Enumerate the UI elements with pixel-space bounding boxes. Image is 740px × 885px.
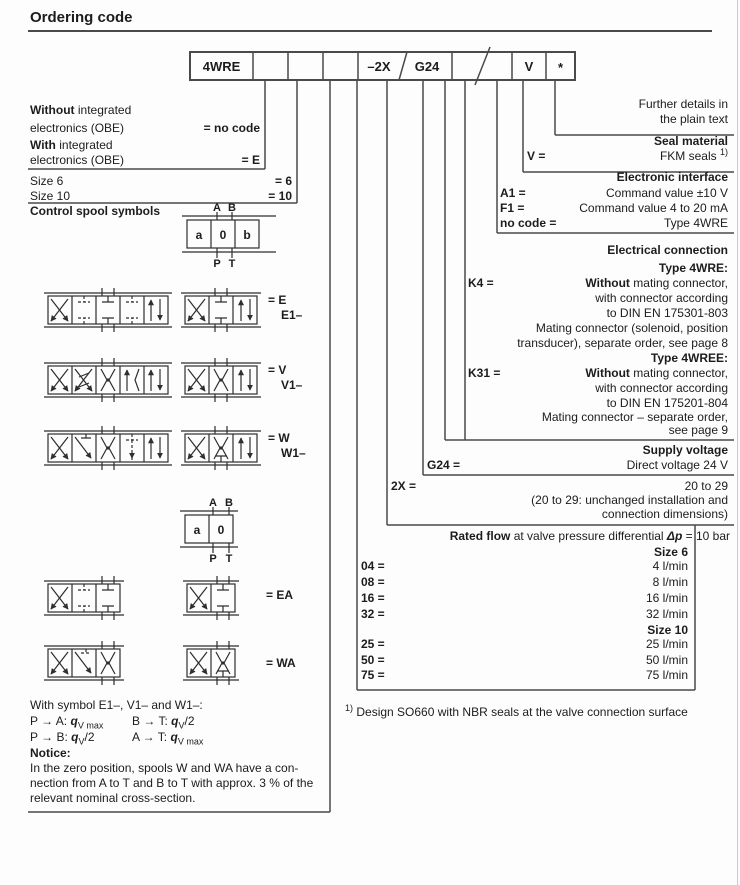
obe-line-1: Without integrated <box>30 103 132 117</box>
svg-text:0: 0 <box>217 523 225 537</box>
flow-key-16: 16 = <box>361 591 385 605</box>
svg-text:A: A <box>213 202 221 214</box>
electrical-k4-line-3: to DIN EN 175301-803 <box>606 306 728 320</box>
spool-heading: Control spool symbols <box>30 204 161 218</box>
page-title: Ordering code <box>30 9 133 26</box>
symbol-note-title: With symbol E1–, V1– and W1–: <box>30 698 203 712</box>
spool-symbol-v-narrow <box>181 358 261 402</box>
spool-code-ea: = EA <box>266 588 294 602</box>
electrical-k4-line-1: Without mating connector, <box>585 276 728 290</box>
interface-key-f1: F1 = <box>500 201 525 215</box>
further-details-line-1: Further details in <box>638 97 728 111</box>
electrical-type-4wre: Type 4WRE: <box>658 261 728 275</box>
spool-symbol-e-wide <box>44 288 172 332</box>
electrical-key-k31: K31 = <box>468 366 501 380</box>
revision-note-2: connection dimensions) <box>601 507 728 521</box>
spool-code-w: = W <box>268 431 290 445</box>
spool-symbol-v-wide <box>44 358 172 402</box>
flow-value-08: 8 l/min <box>652 575 688 589</box>
rated-flow-title: Rated flow at valve pressure differential Δp = 10 bar <box>449 529 730 543</box>
spool-code-v1: V1– <box>281 378 303 392</box>
electrical-k4-line-2: with connector according <box>595 291 728 305</box>
svg-text:a: a <box>195 228 203 242</box>
obe-line-2: electronics (OBE) <box>30 121 125 135</box>
electrical-k31-line-3: to DIN EN 175201-804 <box>606 396 728 410</box>
electrical-header: Electrical connection <box>607 243 728 257</box>
spool-symbol-w-wide <box>44 426 172 470</box>
code-cell-voltage: G24 <box>414 59 440 74</box>
revision-key: 2X = <box>391 479 417 493</box>
code-cell-seal: V <box>524 59 534 74</box>
flow-key-32: 32 = <box>361 607 385 621</box>
flow-value-16: 16 l/min <box>645 591 688 605</box>
interface-key-a1: A1 = <box>500 186 526 200</box>
flow-value-32: 32 l/min <box>645 607 688 621</box>
supply-value: Direct voltage 24 V <box>626 458 728 472</box>
spool-code-e1: E1– <box>281 308 303 322</box>
obe-code-nocode: = no code <box>203 121 260 135</box>
electrical-k31-line-1: Without mating connector, <box>585 366 728 380</box>
electrical-k4-note-2: transducer), separate order, see page 8 <box>517 336 728 350</box>
obe-line-4: electronics (OBE) <box>30 153 125 167</box>
svg-text:0: 0 <box>219 228 227 242</box>
notice-line-1: In the zero position, spools W and WA have a con- <box>30 761 299 775</box>
further-details-line-2: the plain text <box>659 112 728 126</box>
electrical-k4-note-1: Mating connector (solenoid, position <box>535 321 728 335</box>
flow-size10-header: Size 10 <box>647 623 688 637</box>
size-10-code: = 10 <box>268 189 292 203</box>
electrical-k31-note-2: see page 9 <box>668 423 728 437</box>
seal-key: V = <box>527 149 546 163</box>
spool-symbol-wa-narrow <box>183 641 239 685</box>
svg-text:T: T <box>225 553 233 565</box>
flow-key-04: 04 = <box>361 559 385 573</box>
spool-symbol-e-narrow <box>181 288 261 332</box>
seal-material-header: Seal material <box>653 134 728 148</box>
electrical-key-k4: K4 = <box>468 276 494 290</box>
svg-text:a: a <box>193 523 201 537</box>
seal-value: FKM seals $^{1)}$ <box>659 147 728 163</box>
flow-key-25: 25 = <box>361 637 385 651</box>
flow-size6-header: Size 6 <box>653 545 688 559</box>
flow-key-75: 75 = <box>361 668 385 682</box>
flow-key-50: 50 = <box>361 653 385 667</box>
spool-symbol-w-narrow <box>181 426 261 470</box>
electrical-type-4wree: Type 4WREE: <box>650 351 728 365</box>
spool-symbol-ea-wide <box>44 576 124 620</box>
electrical-k31-note-1: Mating connector – separate order, <box>541 410 728 424</box>
flow-note-row-1: P → A: $q_{V max}$ B → T: $q_V/2$ <box>30 714 195 731</box>
valve-symbol-a0 <box>168 495 268 563</box>
spool-symbol-ea-narrow <box>183 576 239 620</box>
spool-code-wa: = WA <box>266 656 296 670</box>
interface-header: Electronic interface <box>616 170 728 184</box>
flow-value-04: 4 l/min <box>652 559 688 573</box>
obe-code-e: = E <box>241 153 260 167</box>
code-cell-type: 4WRE <box>202 59 241 74</box>
interface-value-nocode: Type 4WRE <box>663 216 728 230</box>
obe-line-3: With integrated <box>30 138 113 152</box>
electrical-k31-line-2: with connector according <box>595 381 728 395</box>
flow-value-75: 75 l/min <box>645 668 688 682</box>
interface-key-nocode: no code = <box>500 216 557 230</box>
flow-note-row-2: P → B: $q_V/2$ A → T: $q_{V max}$ <box>30 730 204 747</box>
svg-text:T: T <box>228 258 236 270</box>
revision-note-1: (20 to 29: unchanged installation and <box>531 493 728 507</box>
interface-value-a1: Command value ±10 V <box>606 186 728 200</box>
interface-value-f1: Command value 4 to 20 mA <box>579 201 728 215</box>
code-cell-star: * <box>557 60 564 75</box>
svg-text:b: b <box>243 228 251 242</box>
spool-code-w1: W1– <box>281 446 306 460</box>
flow-key-08: 08 = <box>361 575 385 589</box>
flow-value-50: 50 l/min <box>645 653 688 667</box>
spool-code-e: = E <box>268 293 287 307</box>
svg-text:P: P <box>213 258 221 270</box>
spool-code-v: = V <box>268 363 287 377</box>
footnote: $^{1)}$ Design SO660 with NBR seals at the valve connection surface <box>345 703 688 719</box>
svg-text:B: B <box>228 202 236 214</box>
size-6-label: Size 6 <box>30 174 64 188</box>
valve-symbol-a0b <box>180 200 280 268</box>
code-cell-revision: –2X <box>367 59 391 74</box>
supply-header: Supply voltage <box>642 443 728 457</box>
size-6-code: = 6 <box>274 174 292 188</box>
svg-text:P: P <box>209 553 217 565</box>
size-10-label: Size 10 <box>30 189 71 203</box>
notice-line-3: relevant nominal cross-section. <box>30 791 196 805</box>
flow-value-25: 25 l/min <box>645 637 688 651</box>
svg-text:B: B <box>225 497 233 509</box>
revision-value: 20 to 29 <box>684 479 728 493</box>
notice-label: Notice: <box>30 746 71 760</box>
svg-text:A: A <box>209 497 217 509</box>
notice-line-2: nection from A to T and B to T with approx. 3 % of the <box>30 776 314 790</box>
supply-key: G24 = <box>427 458 461 472</box>
page-edge <box>737 0 738 885</box>
spool-symbol-wa-wide <box>44 641 124 685</box>
